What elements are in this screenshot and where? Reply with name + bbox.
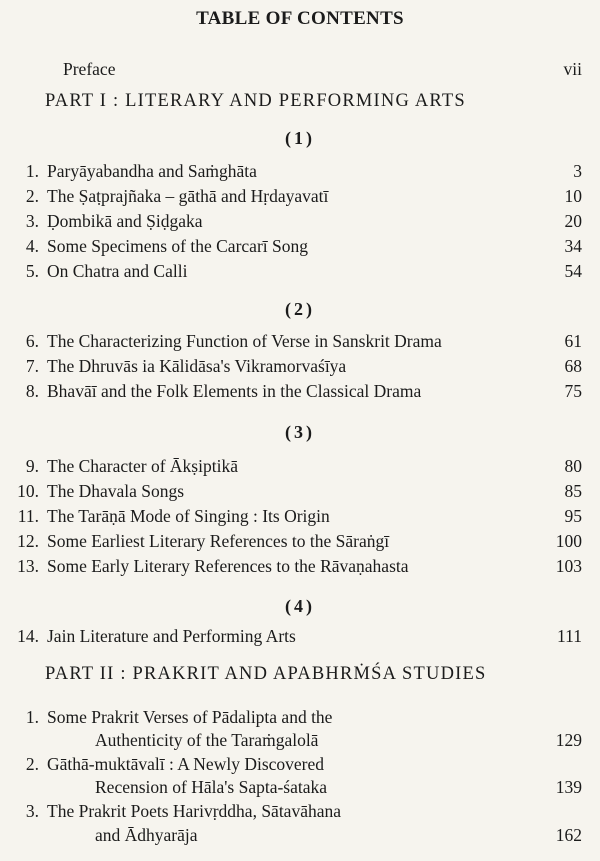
entry-title: The Dhavala Songs — [47, 481, 185, 501]
toc-entry[interactable] — [0, 355, 600, 377]
toc-entry-continuation[interactable] — [0, 824, 600, 846]
entry-title: Some Specimens of the Carcarī Song — [47, 236, 308, 256]
entry-title: The Characterizing Function of Verse in Sanskrit Drama — [47, 331, 442, 351]
entry-number: 13. — [17, 556, 39, 576]
entry-title: On Chatra and Calli — [47, 261, 188, 281]
toc-entry[interactable] — [0, 185, 600, 207]
entry-page: 129 — [555, 730, 582, 750]
entry-title: Some Early Literary References to the Rāvaṇahasta — [47, 556, 409, 576]
entry-page: 162 — [555, 825, 582, 845]
part2-heading: PART II : PRAKRIT AND APABHRṀŚA STUDIES — [45, 664, 487, 684]
toc-entry-continuation[interactable] — [0, 776, 600, 798]
entry-title: Jain Literature and Performing Arts — [47, 626, 296, 646]
entry-title: Paryāyabandha and Saṁghāta — [47, 161, 257, 181]
entry-page: 20 — [564, 211, 582, 231]
entry-number: 8. — [25, 381, 39, 401]
toc-entry[interactable] — [0, 800, 600, 822]
section-marker: (1) — [285, 128, 315, 148]
entry-number: 4. — [25, 236, 39, 256]
preface-label: Preface — [63, 59, 116, 79]
entry-title: The Dhruvās ia Kālidāsa's Vikramorvaśīya — [47, 356, 347, 376]
toc-entry[interactable] — [0, 380, 600, 402]
entry-page: 34 — [564, 236, 582, 256]
entry-title: The Ṣaṭprajñaka – gāthā and Hṛdayavatī — [47, 186, 329, 206]
entry-title-line1: Gāthā-muktāvalī : A Newly Discovered — [47, 754, 325, 774]
toc-entry[interactable] — [0, 480, 600, 502]
entry-number: 10. — [17, 481, 39, 501]
entry-page: 54 — [564, 261, 582, 281]
toc-entry[interactable] — [0, 330, 600, 352]
entry-title: The Tarāṇā Mode of Singing : Its Origin — [47, 506, 330, 526]
entry-page: 75 — [564, 381, 582, 401]
entry-page: 10 — [564, 186, 582, 206]
entry-number: 14. — [17, 626, 39, 646]
entry-number: 3. — [25, 211, 39, 231]
entry-title-line2: Recension of Hāla's Sapta-śataka — [95, 777, 328, 797]
toc-entry-continuation[interactable] — [0, 729, 600, 751]
entry-number: 11. — [17, 506, 39, 526]
entry-title-line2: and Ādhyarāja — [95, 825, 198, 845]
entry-number: 7. — [25, 356, 39, 376]
section-marker: (3) — [285, 422, 315, 442]
toc-entry[interactable] — [0, 530, 600, 552]
toc-entry[interactable] — [0, 160, 600, 182]
entry-page: 103 — [555, 556, 582, 576]
entry-page: 68 — [564, 356, 582, 376]
toc-entry[interactable] — [0, 235, 600, 257]
entry-page: 61 — [564, 331, 582, 351]
entry-number: 12. — [17, 531, 39, 551]
entry-page: 95 — [564, 506, 582, 526]
entry-number: 5. — [25, 261, 39, 281]
toc-entry[interactable] — [0, 555, 600, 577]
entry-title: Bhavāī and the Folk Elements in the Classical Drama — [47, 381, 422, 401]
entry-page: 111 — [557, 626, 582, 646]
entry-page: 3 — [573, 161, 582, 181]
entry-number: 6. — [25, 331, 39, 351]
toc-entry[interactable] — [0, 505, 600, 527]
entry-page: 100 — [555, 531, 582, 551]
section-marker: (4) — [285, 596, 315, 616]
entry-title: Some Earliest Literary References to the Sāraṅgī — [47, 531, 390, 551]
entry-number: 3. — [25, 801, 39, 821]
entry-page: 85 — [564, 481, 582, 501]
toc-entry[interactable] — [0, 625, 600, 647]
toc-entry[interactable] — [0, 455, 600, 477]
entry-number: 2. — [25, 754, 39, 774]
entry-title-line1: Some Prakrit Verses of Pādalipta and the — [47, 707, 333, 727]
entry-number: 2. — [25, 186, 39, 206]
preface-page: vii — [563, 59, 582, 79]
entry-title-line1: The Prakrit Poets Harivṛddha, Sātavāhana — [47, 801, 342, 821]
section-marker: (2) — [285, 299, 315, 319]
entry-title-line2: Authenticity of the Taraṁgalolā — [95, 730, 319, 750]
toc-entry[interactable] — [0, 210, 600, 232]
entry-number: 1. — [25, 161, 39, 181]
entry-title: The Character of Ākṣiptikā — [47, 456, 238, 476]
entry-page: 139 — [555, 777, 582, 797]
toc-entry[interactable] — [0, 706, 600, 728]
entry-page: 80 — [564, 456, 582, 476]
entry-title: Ḍombikā and Ṣiḍgaka — [47, 211, 203, 231]
part1-heading: PART I : LITERARY AND PERFORMING ARTS — [45, 91, 466, 111]
entry-number: 9. — [25, 456, 39, 476]
preface-entry[interactable] — [0, 58, 600, 80]
toc-entry[interactable] — [0, 753, 600, 775]
toc-entry[interactable] — [0, 260, 600, 282]
page-title: TABLE OF CONTENTS — [196, 8, 404, 29]
entry-number: 1. — [25, 707, 39, 727]
